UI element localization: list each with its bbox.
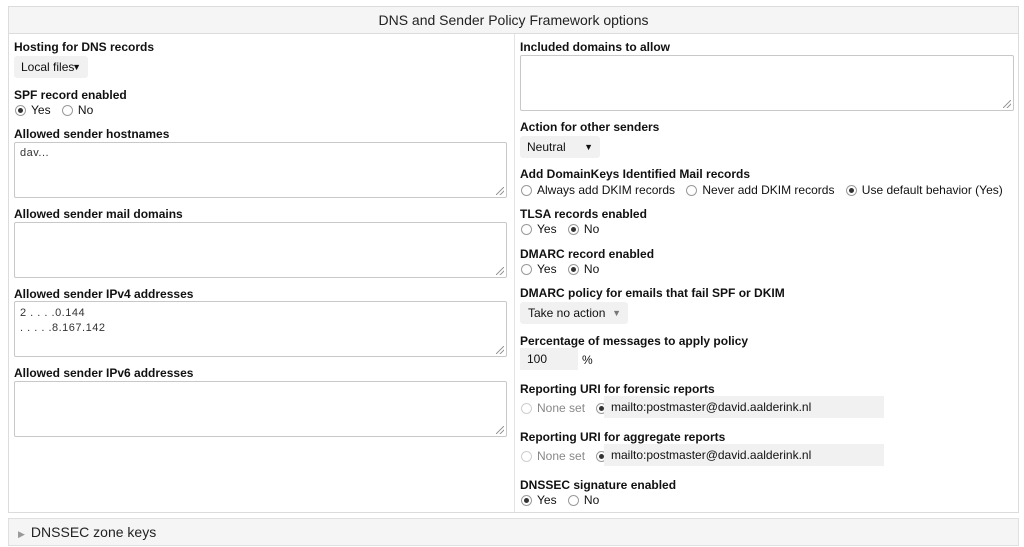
dnssec-label: DNSSEC signature enabled: [520, 478, 677, 492]
included-domains-label: Included domains to allow: [520, 40, 671, 54]
resize-handle-icon[interactable]: [1003, 100, 1011, 108]
sender-ipv6-label: Allowed sender IPv6 addresses: [14, 366, 194, 380]
forensic-radios: [521, 401, 612, 417]
hosting-label: Hosting for DNS records: [14, 40, 155, 54]
dnssec-yes-option[interactable]: Yes: [521, 493, 557, 507]
percentage-unit: %: [582, 353, 593, 367]
radio-icon[interactable]: [521, 185, 532, 196]
aggregate-uri-input[interactable]: mailto:postmaster@david.aalderink.nl: [604, 444, 884, 466]
sender-hostnames-value: dav...: [20, 147, 50, 159]
resize-handle-icon[interactable]: [496, 346, 504, 354]
spf-no-option[interactable]: No: [62, 103, 93, 117]
dnssec-zone-keys-section[interactable]: [8, 518, 1019, 546]
hosting-select[interactable]: [14, 56, 88, 78]
column-divider: [514, 34, 515, 512]
sender-ipv4-label: Allowed sender IPv4 addresses: [14, 287, 194, 301]
radio-icon[interactable]: [521, 224, 532, 235]
radio-selected-icon[interactable]: [15, 105, 26, 116]
dnssec-no-option[interactable]: No: [568, 493, 599, 507]
spf-enabled-radios: [15, 103, 101, 119]
chevron-down-icon: ▼: [584, 142, 593, 152]
radio-selected-icon[interactable]: [846, 185, 857, 196]
chevron-down-icon: ▼: [72, 62, 81, 72]
percentage-input[interactable]: 100: [520, 348, 578, 370]
sender-ipv4-line-2: . . . . .8.167.142: [20, 322, 106, 334]
dkim-always-option[interactable]: Always add DKIM records: [521, 183, 675, 197]
resize-handle-icon[interactable]: [496, 187, 504, 195]
sender-hostnames-textarea[interactable]: [14, 142, 507, 198]
dnssec-zone-keys-label: DNSSEC zone keys: [30, 524, 157, 540]
chevron-down-icon: ▼: [612, 308, 621, 318]
dmarc-label: DMARC record enabled: [520, 247, 655, 261]
radio-icon[interactable]: [521, 403, 532, 414]
dmarc-no-option[interactable]: No: [568, 262, 599, 276]
tlsa-yes-option[interactable]: Yes: [521, 222, 557, 236]
resize-handle-icon[interactable]: [496, 426, 504, 434]
radio-icon[interactable]: [521, 451, 532, 462]
sender-mail-domains-label: Allowed sender mail domains: [14, 207, 183, 221]
forensic-label: Reporting URI for forensic reports: [520, 382, 715, 396]
tlsa-no-option[interactable]: No: [568, 222, 599, 236]
sender-ipv4-line-1: 2 . . . .0.144: [20, 307, 86, 319]
dmarc-yes-option[interactable]: Yes: [521, 262, 557, 276]
sender-ipv4-textarea[interactable]: [14, 301, 507, 357]
percentage-label: Percentage of messages to apply policy: [520, 334, 749, 348]
radio-selected-icon[interactable]: [568, 224, 579, 235]
dmarc-policy-label: DMARC policy for emails that fail SPF or DKIM: [520, 286, 785, 300]
included-domains-textarea[interactable]: [520, 55, 1014, 111]
resize-handle-icon[interactable]: [496, 267, 504, 275]
spf-enabled-label: SPF record enabled: [14, 88, 127, 102]
sender-hostnames-label: Allowed sender hostnames: [14, 127, 170, 141]
radio-icon[interactable]: [568, 495, 579, 506]
hosting-select-value: Local files: [21, 60, 75, 74]
dmarc-policy-select[interactable]: [520, 302, 628, 324]
spf-yes-option[interactable]: Yes: [15, 103, 51, 117]
dmarc-policy-value: Take no action: [528, 306, 606, 320]
radio-icon[interactable]: [62, 105, 73, 116]
dkim-radios: [521, 183, 1011, 199]
triangle-right-icon: ▶: [18, 529, 25, 539]
panel-title: DNS and Sender Policy Framework options: [9, 7, 1018, 34]
radio-icon[interactable]: [521, 264, 532, 275]
radio-selected-icon[interactable]: [521, 495, 532, 506]
radio-icon[interactable]: [686, 185, 697, 196]
radio-selected-icon[interactable]: [568, 264, 579, 275]
sender-ipv6-textarea[interactable]: [14, 381, 507, 437]
dnssec-radios: [521, 493, 607, 509]
tlsa-label: TLSA records enabled: [520, 207, 647, 221]
forensic-none-option[interactable]: None set: [521, 401, 585, 415]
aggregate-label: Reporting URI for aggregate reports: [520, 430, 726, 444]
dmarc-radios: [521, 262, 607, 278]
other-senders-select[interactable]: [520, 136, 600, 158]
aggregate-none-option[interactable]: None set: [521, 449, 585, 463]
dkim-never-option[interactable]: Never add DKIM records: [686, 183, 834, 197]
forensic-uri-input[interactable]: mailto:postmaster@david.aalderink.nl: [604, 396, 884, 418]
other-senders-label: Action for other senders: [520, 120, 660, 134]
dkim-default-option[interactable]: Use default behavior (Yes): [846, 183, 1003, 197]
sender-mail-domains-textarea[interactable]: [14, 222, 507, 278]
aggregate-radios: [521, 449, 612, 465]
dkim-label: Add DomainKeys Identified Mail records: [520, 167, 751, 181]
other-senders-value: Neutral: [527, 140, 566, 154]
tlsa-radios: [521, 222, 607, 238]
